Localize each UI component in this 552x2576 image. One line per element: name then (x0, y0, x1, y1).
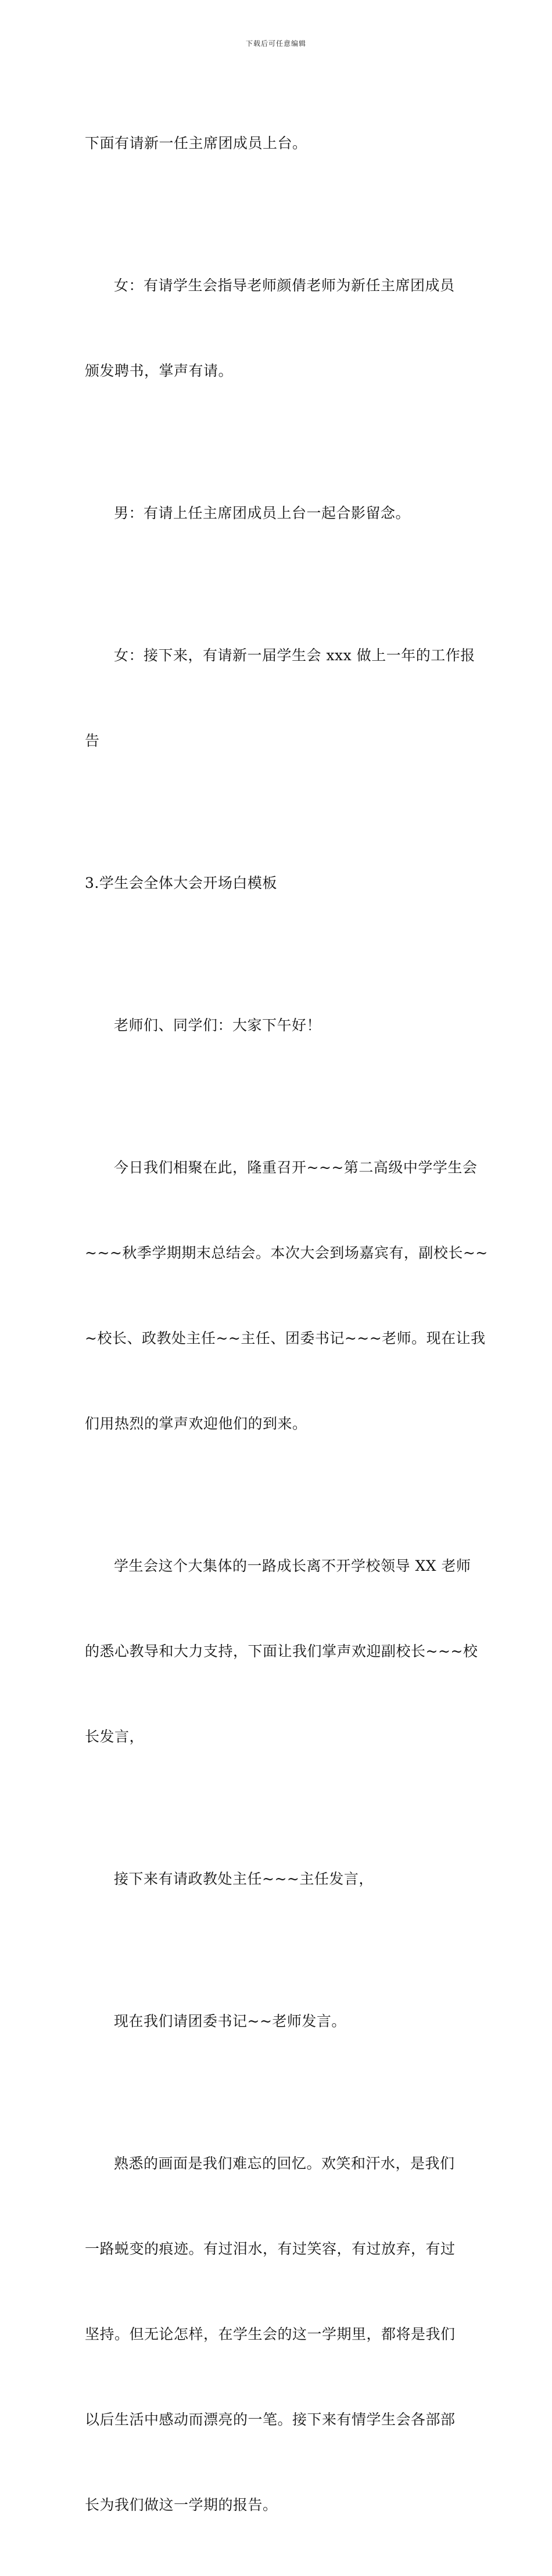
text-line: 现在我们请团委书记~~老师发言。 (114, 2013, 346, 2030)
text-line: 男：有请上任主席团成员上台一起合影留念。 (114, 505, 411, 521)
text-line: ~~~秋季学期期末总结会。本次大会到场嘉宾有，副校长~~ (85, 1244, 488, 1261)
text-line: 的悉心教导和大力支持，下面让我们掌声欢迎副校长~~~校 (85, 1643, 478, 1660)
text-line: 告 (85, 732, 100, 749)
text-line: 长发言， (85, 1728, 145, 1745)
text-line: 以后生活中感动而漂亮的一笔。接下来有情学生会各部部 (85, 2411, 456, 2428)
paragraph-speaker-2 (85, 1808, 473, 1950)
text-line: 熟悉的画面是我们难忘的回忆。欢笑和汗水，是我们 (114, 2155, 455, 2172)
text-line: 女：有请学生会指导老师颜倩老师为新任主席团成员 (114, 277, 455, 294)
paragraph-2 (85, 214, 473, 442)
paragraph-1 (85, 72, 473, 214)
text-line: ~校长、政教处主任~~主任、团委书记~~~老师。现在让我 (85, 1330, 486, 1347)
paragraph-greeting (85, 954, 473, 1096)
paragraph-thanks (85, 1495, 478, 1808)
text-line: 学生会这个大集体的一路成长离不开学校领导 XX 老师 (114, 1557, 471, 1574)
text-line: 坚持。但无论怎样，在学生会的这一学期里，都将是我们 (85, 2326, 456, 2343)
paragraph-3 (85, 442, 473, 584)
document-body (85, 72, 488, 2576)
paragraph-closing (85, 2092, 473, 2576)
text-line: 今日我们相聚在此，隆重召开~~~第二高级中学学生会 (114, 1159, 478, 1176)
page-header-note: 下载后可任意编辑 (245, 39, 306, 48)
section-heading (85, 812, 473, 954)
text-line: 3.学生会全体大会开场白模板 (85, 875, 277, 891)
text-line: 一路蜕变的痕迹。有过泪水，有过笑容，有过放弃，有过 (85, 2240, 456, 2257)
text-line: 长为我们做这一学期的报告。 (85, 2496, 278, 2513)
text-line: 们用热烈的掌声欢迎他们的到来。 (85, 1415, 307, 1432)
paragraph-opening (85, 1096, 488, 1495)
text-line: 颁发聘书，掌声有请。 (85, 362, 234, 379)
text-line: 女：接下来，有请新一届学生会 xxx 做上一年的工作报 (114, 647, 475, 664)
paragraph-speaker-3 (85, 1950, 473, 2092)
text-line: 接下来有请政教处主任~~~主任发言， (114, 1870, 374, 1887)
text-line: 下面有请新一任主席团成员上台。 (85, 135, 307, 152)
paragraph-4 (85, 584, 473, 812)
text-line: 老师们、同学们：大家下午好！ (114, 1017, 322, 1034)
